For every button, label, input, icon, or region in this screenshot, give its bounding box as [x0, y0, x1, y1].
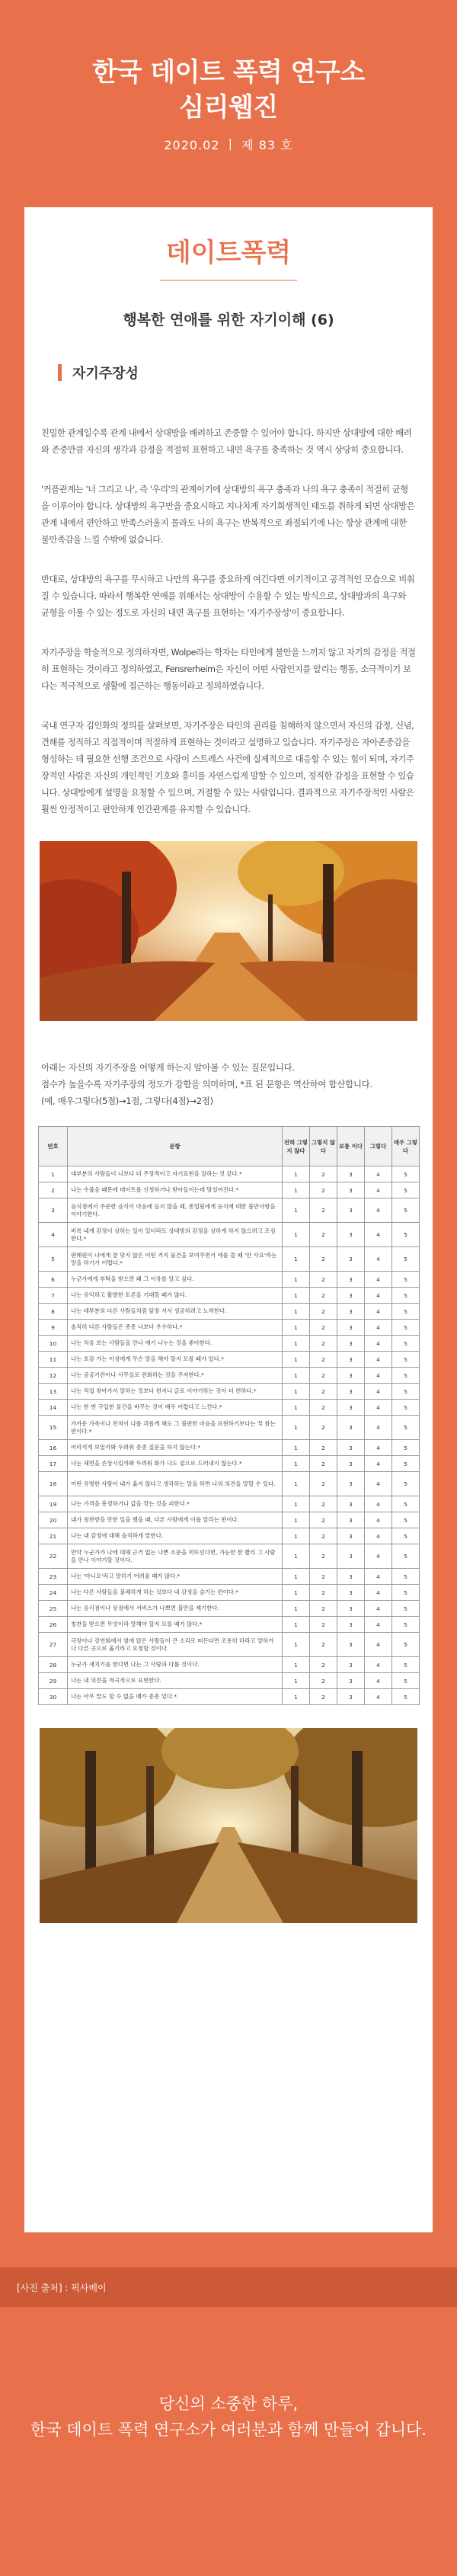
row-question: 나는 다른 사람들을 불쾌하게 하는 것보다 내 감정을 숨기는 편이다.*: [68, 1585, 283, 1601]
row-number: 5: [39, 1247, 68, 1272]
table-row: [39, 1247, 420, 1272]
scale-option-3[interactable]: 3: [337, 1673, 365, 1689]
instruction-line: 점수가 높을수록 자기주장의 정도가 강함을 의미하며, *표 된 문항은 역산하여 합산합니다.: [41, 1079, 372, 1090]
row-question: 대부분의 사람들이 나보다 더 주장적이고 자기표현을 잘하는 것 같다.*: [68, 1166, 283, 1182]
instruction-line: 아래는 자신의 자기주장을 어떻게 하는지 알아볼 수 있는 질문입니다.: [41, 1062, 295, 1073]
survey-table-body: [39, 1166, 420, 1705]
row-number: 14: [39, 1400, 68, 1416]
scale-option-1[interactable]: 1: [283, 1472, 310, 1496]
row-number: 24: [39, 1585, 68, 1601]
scale-option-3[interactable]: 3: [337, 1416, 365, 1440]
row-question: 내가 칭찬받을 만한 일을 했을 때, 다른 사람에게 이를 알리는 편이다.: [68, 1512, 283, 1528]
table-row: [39, 1544, 420, 1569]
section-heading: [58, 363, 433, 382]
row-question: 가까운 가족이나 친척이 나를 괴롭게 해도 그 불편한 마음을 표현하기보다는 꾹 참는 편이다.*: [68, 1416, 283, 1440]
article-body: [24, 425, 433, 818]
scale-option-2[interactable]: 2: [310, 1336, 337, 1352]
scale-option-3[interactable]: 3: [337, 1657, 365, 1673]
scale-option-4[interactable]: 4: [365, 1247, 392, 1272]
row-question: 음식점에서 주문한 음식이 마음에 들지 않을 때, 종업원에게 음식에 대한 불만사항을 이야기한다.: [68, 1198, 283, 1223]
scale-option-1[interactable]: 1: [283, 1182, 310, 1198]
scale-option-5[interactable]: 5: [392, 1601, 420, 1617]
scale-option-4[interactable]: 4: [365, 1198, 392, 1223]
scale-option-1[interactable]: 1: [283, 1528, 310, 1544]
scale-option-3[interactable]: 3: [337, 1223, 365, 1247]
paragraph: '커플관계는 '너 그리고 나', 즉 '우리'의 관계이기에 상대방의 욕구 충족과 나의 욕구 충족이 적절히 균형을 이루어야 합니다. 상대방의 욕구만을 중요시하고 지나치게 자기희생적인 태도를 취하게 되면 상대방은 관계 내에서 편안하고 만족스러울지 몰라도 나의 욕구는 반복적으로 좌절되기에 나는 항상 관계에 대한 불만족감을 느낄 수밖에 없습니다.: [41, 485, 415, 545]
scale-option-3[interactable]: 3: [337, 1368, 365, 1384]
scale-option-2[interactable]: 2: [310, 1304, 337, 1320]
scale-option-5[interactable]: 5: [392, 1416, 420, 1440]
scale-option-3[interactable]: 3: [337, 1182, 365, 1198]
scale-option-2[interactable]: 2: [310, 1496, 337, 1512]
scale-option-5[interactable]: 5: [392, 1336, 420, 1352]
scale-option-5[interactable]: 5: [392, 1544, 420, 1569]
scale-option-3[interactable]: 3: [337, 1336, 365, 1352]
scale-option-5[interactable]: 5: [392, 1657, 420, 1673]
scale-option-4[interactable]: 4: [365, 1182, 392, 1198]
scale-option-1[interactable]: 1: [283, 1166, 310, 1182]
scale-option-5[interactable]: 5: [392, 1352, 420, 1368]
scale-option-2[interactable]: 2: [310, 1166, 337, 1182]
scale-option-2[interactable]: 2: [310, 1352, 337, 1368]
footer: [0, 2307, 457, 2576]
table-row: [39, 1585, 420, 1601]
row-number: 28: [39, 1657, 68, 1673]
scale-option-4[interactable]: 4: [365, 1416, 392, 1440]
row-number: 21: [39, 1528, 68, 1544]
table-row: [39, 1472, 420, 1496]
photo-source: [사진 출처] : 픽사베이: [17, 2282, 107, 2293]
scale-option-5[interactable]: 5: [392, 1569, 420, 1585]
header-scale-1: 전혀 그렇지 않다: [283, 1127, 310, 1166]
row-number: 3: [39, 1198, 68, 1223]
scale-option-2[interactable]: 2: [310, 1416, 337, 1440]
scale-option-1[interactable]: 1: [283, 1368, 310, 1384]
row-question: 나는 대부분의 다른 사람들처럼 앞장 서서 성공하려고 노력한다.: [68, 1304, 283, 1320]
scale-option-3[interactable]: 3: [337, 1320, 365, 1336]
card-title: 데이트폭력: [165, 238, 292, 268]
scale-option-3[interactable]: 3: [337, 1472, 365, 1496]
row-number: 20: [39, 1512, 68, 1528]
scale-option-5[interactable]: 5: [392, 1272, 420, 1288]
table-row: [39, 1456, 420, 1472]
table-row: [39, 1528, 420, 1544]
forest-path-illustration: [40, 1728, 417, 1923]
header-scale-3: 보통 이다: [337, 1127, 365, 1166]
scale-option-4[interactable]: 4: [365, 1400, 392, 1416]
row-number: 11: [39, 1352, 68, 1368]
autumn-forest-photo: [40, 841, 417, 1021]
scale-option-4[interactable]: 4: [365, 1633, 392, 1657]
scale-option-2[interactable]: 2: [310, 1657, 337, 1673]
scale-option-4[interactable]: 4: [365, 1496, 392, 1512]
row-number: 29: [39, 1673, 68, 1689]
issue-label: 2020.02 ㅣ 제 83 호: [164, 138, 293, 152]
table-row: [39, 1223, 420, 1247]
row-number: 12: [39, 1368, 68, 1384]
row-question: 나는 내 의견을 적극적으로 표현한다.: [68, 1673, 283, 1689]
scale-option-2[interactable]: 2: [310, 1633, 337, 1657]
row-number: 30: [39, 1689, 68, 1705]
survey-table: [38, 1126, 420, 1705]
scale-option-4[interactable]: 4: [365, 1352, 392, 1368]
table-row: [39, 1166, 420, 1182]
row-number: 7: [39, 1288, 68, 1304]
row-number: 17: [39, 1456, 68, 1472]
paragraph: 반대로, 상대방의 욕구를 무시하고 나만의 욕구를 중요하게 여긴다면 이기적이고 공격적인 모습으로 비춰질 수 있습니다. 따라서 행복한 연애를 위해서는 상대방이 수용할 수 있는 방식으로, 상대방과의 욕구와 균형을 이룰 수 있는 정도로 자신의 내면 욕구를 표현하는 '자기주장성'이 중요합니다.: [41, 574, 415, 618]
table-row: [39, 1689, 420, 1705]
scale-option-1[interactable]: 1: [283, 1601, 310, 1617]
scale-option-5[interactable]: 5: [392, 1472, 420, 1496]
scale-option-4[interactable]: 4: [365, 1320, 392, 1336]
scale-option-1[interactable]: 1: [283, 1585, 310, 1601]
scale-option-2[interactable]: 2: [310, 1440, 337, 1456]
content-card: [24, 207, 433, 2232]
scale-option-2[interactable]: 2: [310, 1198, 337, 1223]
scale-option-1[interactable]: 1: [283, 1320, 310, 1336]
scale-option-2[interactable]: 2: [310, 1384, 337, 1400]
scale-option-3[interactable]: 3: [337, 1617, 365, 1633]
table-header-row: [39, 1127, 420, 1166]
section-title: 자기주장성: [72, 366, 139, 382]
paragraph: 친밀한 관계일수록 관계 내에서 상대방을 배려하고 존중할 수 있어야 합니다. 하지만 상대방에 대한 배려와 존중만큼 자신의 생각과 감정을 적절히 표현하고 내면 욕구를 충족하는 것 역시 상당히 중요합니다.: [41, 428, 412, 455]
scale-option-2[interactable]: 2: [310, 1223, 337, 1247]
row-number: 4: [39, 1223, 68, 1247]
scale-option-1[interactable]: 1: [283, 1400, 310, 1416]
table-row: [39, 1601, 420, 1617]
scale-option-4[interactable]: 4: [365, 1569, 392, 1585]
row-question: 어떤 유명한 사람이 내가 옳지 않다고 생각하는 말을 하면 나의 의견을 말할 수 있다.: [68, 1472, 283, 1496]
scale-option-4[interactable]: 4: [365, 1272, 392, 1288]
scale-option-4[interactable]: 4: [365, 1673, 392, 1689]
paragraph: 자기주장을 학술적으로 정의하자면, Wolpe라는 학자는 타인에게 불안을 느끼지 않고 자기의 감정을 적절히 표현하는 것이라고 정의하였고, Fensrerheim은 자신이 어떤 사람인지를 알리는 행동, 소극적이기 보다는 적극적으로 생활에 접근하는 행동이라고 정의하였습니다.: [41, 648, 416, 691]
table-row: [39, 1416, 420, 1440]
row-question: 나는 처음 보는 사람들을 만나 얘기 나누는 것을 좋아한다.: [68, 1336, 283, 1352]
table-row: [39, 1400, 420, 1416]
scale-option-1[interactable]: 1: [283, 1673, 310, 1689]
scale-option-4[interactable]: 4: [365, 1617, 392, 1633]
scale-option-3[interactable]: 3: [337, 1689, 365, 1705]
paragraph: 국내 연구자 김인화의 정의를 살펴보면, 자기주장은 타인의 권리를 침해하지 않으면서 자신의 감정, 신념, 견해를 정직하고 직접적이며 적절하게 표현하는 것이라고 설명하고 있습니다. 자기주장은 자아존중감을 형성하는 데 필요한 선행 조건으로 사랑이 스트레스 사건에 실제적으로 대응할 수 있는 힘이 되며, 자기주장적인 사람은 자신의 개인적인 기호와 흥미를 자연스럽게 말할 수 있으며, 정직한 감정을 표현할 수 있습니다. 상대방에게 설명을 요청할 수 있으며, 거절할 수 있는 사람입니다. 결과적으로 자기주장적인 사람은 훨씬 안정적이고 편안하게 인간관계를 유지할 수 있습니다.: [41, 721, 414, 814]
instruction-line: (예, 매우그렇다(5점)→1점, 그렇다(4점)→2점): [41, 1096, 213, 1106]
scale-option-5[interactable]: 5: [392, 1440, 420, 1456]
row-question: 나는 아무 말도 할 수 없을 때가 종종 있다.*: [68, 1689, 283, 1705]
scale-option-1[interactable]: 1: [283, 1288, 310, 1304]
scale-option-4[interactable]: 4: [365, 1512, 392, 1528]
scale-option-2[interactable]: 2: [310, 1368, 337, 1384]
scale-option-3[interactable]: 3: [337, 1198, 365, 1223]
scale-option-2[interactable]: 2: [310, 1544, 337, 1569]
scale-option-5[interactable]: 5: [392, 1496, 420, 1512]
scale-option-5[interactable]: 5: [392, 1617, 420, 1633]
row-number: 19: [39, 1496, 68, 1512]
scale-option-2[interactable]: 2: [310, 1569, 337, 1585]
scale-option-5[interactable]: 5: [392, 1633, 420, 1657]
scale-option-3[interactable]: 3: [337, 1384, 365, 1400]
row-question: 비록 내게 감정이 상하는 일이 있더라도 상대방의 감정을 상하게 하지 않으려고 조심한다.*: [68, 1223, 283, 1247]
scale-option-4[interactable]: 4: [365, 1368, 392, 1384]
scale-option-5[interactable]: 5: [392, 1528, 420, 1544]
scale-option-1[interactable]: 1: [283, 1198, 310, 1223]
row-number: 25: [39, 1601, 68, 1617]
scale-option-5[interactable]: 5: [392, 1384, 420, 1400]
scale-option-2[interactable]: 2: [310, 1673, 337, 1689]
table-row: [39, 1182, 420, 1198]
row-number: 23: [39, 1569, 68, 1585]
table-row: [39, 1368, 420, 1384]
header-item: 문항: [68, 1127, 283, 1166]
row-number: 6: [39, 1272, 68, 1288]
title-line-2: 심리웹진: [179, 92, 278, 123]
scale-option-4[interactable]: 4: [365, 1472, 392, 1496]
scale-option-3[interactable]: 3: [337, 1247, 365, 1272]
row-number: 16: [39, 1440, 68, 1456]
row-question: 만약 누군가가 나에 대해 근거 없는 나쁜 소문을 퍼뜨린다면, 가능한 한 빨리 그 사람을 만나 이야기할 것이다.: [68, 1544, 283, 1569]
row-question: 나는 수줍음 때문에 데이트를 신청하거나 받아들이는데 망설여진다.*: [68, 1182, 283, 1198]
scale-option-2[interactable]: 2: [310, 1689, 337, 1705]
scale-option-1[interactable]: 1: [283, 1496, 310, 1512]
scale-option-3[interactable]: 3: [337, 1544, 365, 1569]
scale-option-4[interactable]: 4: [365, 1223, 392, 1247]
scale-option-5[interactable]: 5: [392, 1368, 420, 1384]
scale-option-3[interactable]: 3: [337, 1166, 365, 1182]
row-number: 2: [39, 1182, 68, 1198]
row-question: 칭찬을 받으면 무엇이라 말해야 할지 모를 때가 많다.*: [68, 1617, 283, 1633]
table-row: [39, 1569, 420, 1585]
scale-option-4[interactable]: 4: [365, 1601, 392, 1617]
scale-option-1[interactable]: 1: [283, 1633, 310, 1657]
scale-option-5[interactable]: 5: [392, 1288, 420, 1304]
table-row: [39, 1496, 420, 1512]
scale-option-2[interactable]: 2: [310, 1585, 337, 1601]
table-row: [39, 1272, 420, 1288]
row-number: 15: [39, 1416, 68, 1440]
scale-option-5[interactable]: 5: [392, 1247, 420, 1272]
row-number: 22: [39, 1544, 68, 1569]
scale-option-5[interactable]: 5: [392, 1400, 420, 1416]
section-marker: [58, 364, 62, 381]
scale-option-2[interactable]: 2: [310, 1601, 337, 1617]
scale-option-5[interactable]: 5: [392, 1673, 420, 1689]
scale-option-5[interactable]: 5: [392, 1320, 420, 1336]
row-question: 누군가에게 부탁을 받으면 왜 그 이유를 알고 싶다.: [68, 1272, 283, 1288]
scale-option-1[interactable]: 1: [283, 1352, 310, 1368]
scale-option-1[interactable]: 1: [283, 1416, 310, 1440]
row-question: 나는 체면을 손상시킬까봐 두려워 화가 나도 겉으로 드러내지 않는다.*: [68, 1456, 283, 1472]
header-scale-5: 매우 그렇다: [392, 1127, 420, 1166]
scale-option-3[interactable]: 3: [337, 1352, 365, 1368]
survey-instructions: [24, 1059, 433, 1109]
row-question: 나는 음식점이나 상점에서 서비스가 나쁘면 불만을 제기한다.: [68, 1601, 283, 1617]
forest-path-photo: [40, 1728, 417, 1923]
title-line-1: 한국 데이트 폭력 연구소: [92, 57, 365, 88]
scale-option-4[interactable]: 4: [365, 1384, 392, 1400]
scale-option-2[interactable]: 2: [310, 1617, 337, 1633]
table-row: [39, 1440, 420, 1456]
table-row: [39, 1288, 420, 1304]
scale-option-3[interactable]: 3: [337, 1288, 365, 1304]
scale-option-1[interactable]: 1: [283, 1689, 310, 1705]
scale-option-1[interactable]: 1: [283, 1304, 310, 1320]
table-row: [39, 1512, 420, 1528]
row-number: 9: [39, 1320, 68, 1336]
table-row: [39, 1320, 420, 1336]
scale-option-3[interactable]: 3: [337, 1601, 365, 1617]
scale-option-2[interactable]: 2: [310, 1182, 337, 1198]
scale-option-1[interactable]: 1: [283, 1512, 310, 1528]
row-question: 극장이나 강연회에서 옆에 앉은 사람들이 큰 소리로 떠든다면 조용히 하라고 말하거나 다른 곳으로 옮기라고 요청할 것이다.: [68, 1633, 283, 1657]
scale-option-5[interactable]: 5: [392, 1223, 420, 1247]
title-divider: [160, 280, 297, 281]
scale-option-2[interactable]: 2: [310, 1400, 337, 1416]
scale-option-2[interactable]: 2: [310, 1320, 337, 1336]
scale-option-2[interactable]: 2: [310, 1272, 337, 1288]
row-number: 18: [39, 1472, 68, 1496]
scale-option-4[interactable]: 4: [365, 1304, 392, 1320]
scale-option-2[interactable]: 2: [310, 1512, 337, 1528]
scale-option-1[interactable]: 1: [283, 1336, 310, 1352]
row-number: 10: [39, 1336, 68, 1352]
header-number: 번호: [39, 1127, 68, 1166]
scale-option-1[interactable]: 1: [283, 1544, 310, 1569]
scale-option-5[interactable]: 5: [392, 1689, 420, 1705]
scale-option-3[interactable]: 3: [337, 1512, 365, 1528]
scale-option-4[interactable]: 4: [365, 1288, 392, 1304]
scale-option-2[interactable]: 2: [310, 1528, 337, 1544]
scale-option-5[interactable]: 5: [392, 1585, 420, 1601]
scale-option-3[interactable]: 3: [337, 1272, 365, 1288]
page-title: [0, 55, 457, 125]
scale-option-3[interactable]: 3: [337, 1456, 365, 1472]
scale-option-4[interactable]: 4: [365, 1166, 392, 1182]
scale-option-5[interactable]: 5: [392, 1304, 420, 1320]
row-number: 1: [39, 1166, 68, 1182]
table-row: [39, 1617, 420, 1633]
scale-option-4[interactable]: 4: [365, 1544, 392, 1569]
row-number: 27: [39, 1633, 68, 1657]
table-row: [39, 1352, 420, 1368]
scale-option-4[interactable]: 4: [365, 1657, 392, 1673]
scale-option-4[interactable]: 4: [365, 1456, 392, 1472]
table-row: [39, 1384, 420, 1400]
footer-line-2: 한국 데이트 폭력 연구소가 여러분과 함께 만들어 갑니다.: [30, 2421, 427, 2439]
scale-option-5[interactable]: 5: [392, 1166, 420, 1182]
row-question: 누군가 새치기를 한다면 나는 그 사람과 다툴 것이다.: [68, 1657, 283, 1673]
row-question: 솔직히 다른 사람들은 종종 나보다 우수하다.*: [68, 1320, 283, 1336]
scale-option-3[interactable]: 3: [337, 1304, 365, 1320]
scale-option-1[interactable]: 1: [283, 1569, 310, 1585]
table-row: [39, 1198, 420, 1223]
row-question: 나는 가격을 흥정하거나 값을 깎는 것을 피한다.*: [68, 1496, 283, 1512]
scale-option-3[interactable]: 3: [337, 1496, 365, 1512]
scale-option-2[interactable]: 2: [310, 1472, 337, 1496]
table-row: [39, 1633, 420, 1657]
row-question: 나는 유익하고 활발한 토론을 기대할 때가 많다.: [68, 1288, 283, 1304]
scale-option-4[interactable]: 4: [365, 1585, 392, 1601]
table-row: [39, 1673, 420, 1689]
scale-option-3[interactable]: 3: [337, 1569, 365, 1585]
header-scale-2: 그렇지 않다: [310, 1127, 337, 1166]
scale-option-3[interactable]: 3: [337, 1528, 365, 1544]
autumn-forest-illustration: [40, 841, 417, 1021]
table-row: [39, 1336, 420, 1352]
scale-option-4[interactable]: 4: [365, 1528, 392, 1544]
card-subtitle: 행복한 연애를 위한 자기이해 (6): [123, 312, 334, 328]
scale-option-3[interactable]: 3: [337, 1440, 365, 1456]
table-row: [39, 1657, 420, 1673]
scale-option-5[interactable]: 5: [392, 1198, 420, 1223]
scale-option-4[interactable]: 4: [365, 1440, 392, 1456]
scale-option-1[interactable]: 1: [283, 1617, 310, 1633]
scale-option-2[interactable]: 2: [310, 1247, 337, 1272]
scale-option-4[interactable]: 4: [365, 1336, 392, 1352]
scale-option-3[interactable]: 3: [337, 1400, 365, 1416]
scale-option-5[interactable]: 5: [392, 1456, 420, 1472]
scale-option-1[interactable]: 1: [283, 1247, 310, 1272]
scale-option-1[interactable]: 1: [283, 1384, 310, 1400]
scale-option-1[interactable]: 1: [283, 1272, 310, 1288]
header: [0, 0, 457, 152]
row-question: 나는 한 번 구입한 물건을 바꾸는 것이 매우 어렵다고 느낀다.*: [68, 1400, 283, 1416]
scale-option-5[interactable]: 5: [392, 1512, 420, 1528]
scale-option-1[interactable]: 1: [283, 1657, 310, 1673]
scale-option-1[interactable]: 1: [283, 1440, 310, 1456]
scale-option-1[interactable]: 1: [283, 1223, 310, 1247]
row-question: 판매원이 나에게 잘 맞지 않은 어떤 거지 물건을 보여주면서 애를 쓸 때 '안 사요'라는 말을 하기가 어렵다.*: [68, 1247, 283, 1272]
scale-option-1[interactable]: 1: [283, 1456, 310, 1472]
scale-option-2[interactable]: 2: [310, 1288, 337, 1304]
row-question: 나는 직접 찾아가서 말하는 것보다 편지나 글로 이야기하는 것이 더 편하다.*: [68, 1384, 283, 1400]
header-scale-4: 그렇다: [365, 1127, 392, 1166]
table-row: [39, 1304, 420, 1320]
scale-option-4[interactable]: 4: [365, 1689, 392, 1705]
row-number: 26: [39, 1617, 68, 1633]
footer-line-1: 당신의 소중한 하루,: [158, 2395, 299, 2413]
photo-source-bar: [0, 2267, 457, 2307]
row-question: 나는 공공기관이나 사무실로 전화하는 것을 주저한다.*: [68, 1368, 283, 1384]
scale-option-2[interactable]: 2: [310, 1456, 337, 1472]
scale-option-3[interactable]: 3: [337, 1633, 365, 1657]
row-question: 나는 내 감정에 대해 솔직하게 말한다.: [68, 1528, 283, 1544]
scale-option-3[interactable]: 3: [337, 1585, 365, 1601]
row-question: 나는 '아니오'라고 말하기 어려울 때가 많다.*: [68, 1569, 283, 1585]
row-number: 13: [39, 1384, 68, 1400]
row-question: 나는 호감 가는 이성에게 무슨 말을 해야 할지 모를 때가 있다.*: [68, 1352, 283, 1368]
row-question: 어리석게 보일까봐 두려워 종종 질문을 하지 않는다.*: [68, 1440, 283, 1456]
row-number: 8: [39, 1304, 68, 1320]
scale-option-5[interactable]: 5: [392, 1182, 420, 1198]
